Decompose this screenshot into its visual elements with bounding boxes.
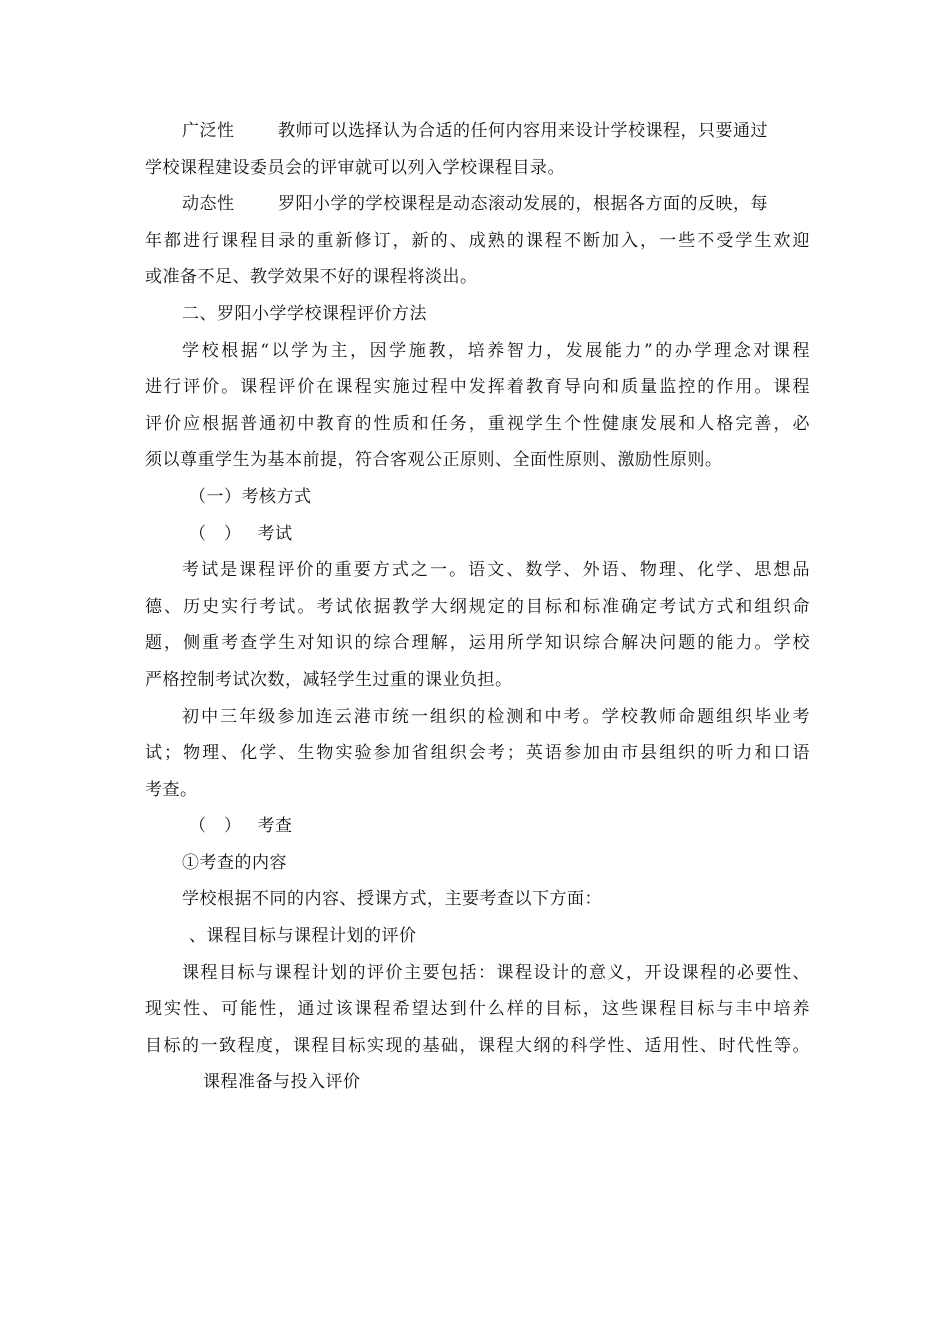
list-item-preparation-evaluation: 课程准备与投入评价 — [203, 1072, 361, 1093]
paragraph-philosophy-line-4: 须以尊重学生为基本前提，符合客观公正原则、全面性原则、激励性原则。 — [145, 450, 723, 471]
paragraph-goals-line-3: 目标的一致程度，课程目标实现的基础，课程大纲的科学性、适用性、时代性等。 — [145, 1035, 810, 1056]
paragraph-dynamic-line-2: 年都进行课程目录的重新修订，新的、成熟的课程不断加入，一些不受学生欢迎 — [145, 230, 810, 251]
subheading-inspection-number: （ ） — [189, 816, 242, 837]
paragraph-exam-line-1: 考试是课程评价的重要方式之一。语文、数学、外语、物理、化学、思想品 — [182, 560, 810, 581]
paragraph-dynamic-line-3: 或准备不足、教学效果不好的课程将淡出。 — [145, 267, 478, 288]
paragraph-philosophy-line-1: 学校根据“以学为主，因学施教，培养智力，发展能力”的办学理念对课程 — [182, 340, 810, 361]
paragraph-breadth-line-2: 学校课程建设委员会的评审就可以列入学校课程目录。 — [145, 157, 565, 178]
paragraph-goals-line-1: 课程目标与课程计划的评价主要包括：课程设计的意义，开设课程的必要性、 — [182, 962, 810, 983]
paragraph-grade3-line-3: 考查。 — [145, 779, 198, 800]
list-item-goals-evaluation: 、课程目标与课程计划的评价 — [189, 926, 417, 947]
paragraph-philosophy-line-2: 进行评价。课程评价在课程实施过程中发挥着教育导向和质量监控的作用。课程 — [145, 377, 810, 398]
paragraph-breadth-text-1: 教师可以选择认为合适的任何内容用来设计学校课程，只要通过 — [278, 121, 768, 141]
paragraph-grade3-line-1: 初中三年级参加连云港市统一组织的检测和中考。学校教师命题组织毕业考 — [182, 706, 810, 727]
section-heading-evaluation-methods: 二、罗阳小学学校课程评价方法 — [182, 303, 427, 324]
paragraph-philosophy-line-3: 评价应根据普通初中教育的性质和任务，重视学生个性健康发展和人格完善，必 — [145, 413, 810, 434]
subheading-inspection — [145, 808, 810, 845]
subheading-exam — [145, 516, 810, 553]
paragraph-dynamic-line-1 — [145, 186, 810, 223]
list-item-inspection-content: ①考查的内容 — [182, 852, 287, 873]
paragraph-goals-line-2: 现实性、可能性，通过该课程希望达到什么样的目标，这些课程目标与丰中培养 — [145, 999, 810, 1020]
paragraph-exam-line-2: 德、历史实行考试。考试依据教学大纲规定的目标和标准确定考试方式和组织命 — [145, 596, 810, 617]
subheading-exam-label: 考试 — [257, 523, 293, 544]
paragraph-exam-line-3: 题，侧重考查学生对知识的综合理解，运用所学知识综合解决问题的能力。学校 — [145, 633, 810, 654]
paragraph-breadth-line-1 — [145, 113, 810, 150]
paragraph-grade3-line-2: 试；物理、化学、生物实验参加省组织会考；英语参加由市县组织的听力和口语 — [145, 743, 810, 764]
paragraph-inspection-aspects: 学校根据不同的内容、授课方式，主要考查以下方面： — [182, 889, 602, 910]
subheading-assessment-methods: （一）考核方式 — [189, 486, 312, 507]
subheading-exam-number: （ ） — [189, 523, 242, 544]
term-dynamic: 动态性 — [182, 194, 235, 215]
subheading-inspection-label: 考查 — [257, 816, 293, 837]
term-breadth: 广泛性 — [182, 121, 235, 141]
paragraph-dynamic-text-1: 罗阳小学的学校课程是动态滚动发展的，根据各方面的反映，每 — [278, 194, 768, 215]
document-body — [145, 113, 810, 1101]
paragraph-exam-line-4: 严格控制考试次数，减轻学生过重的课业负担。 — [145, 669, 513, 690]
